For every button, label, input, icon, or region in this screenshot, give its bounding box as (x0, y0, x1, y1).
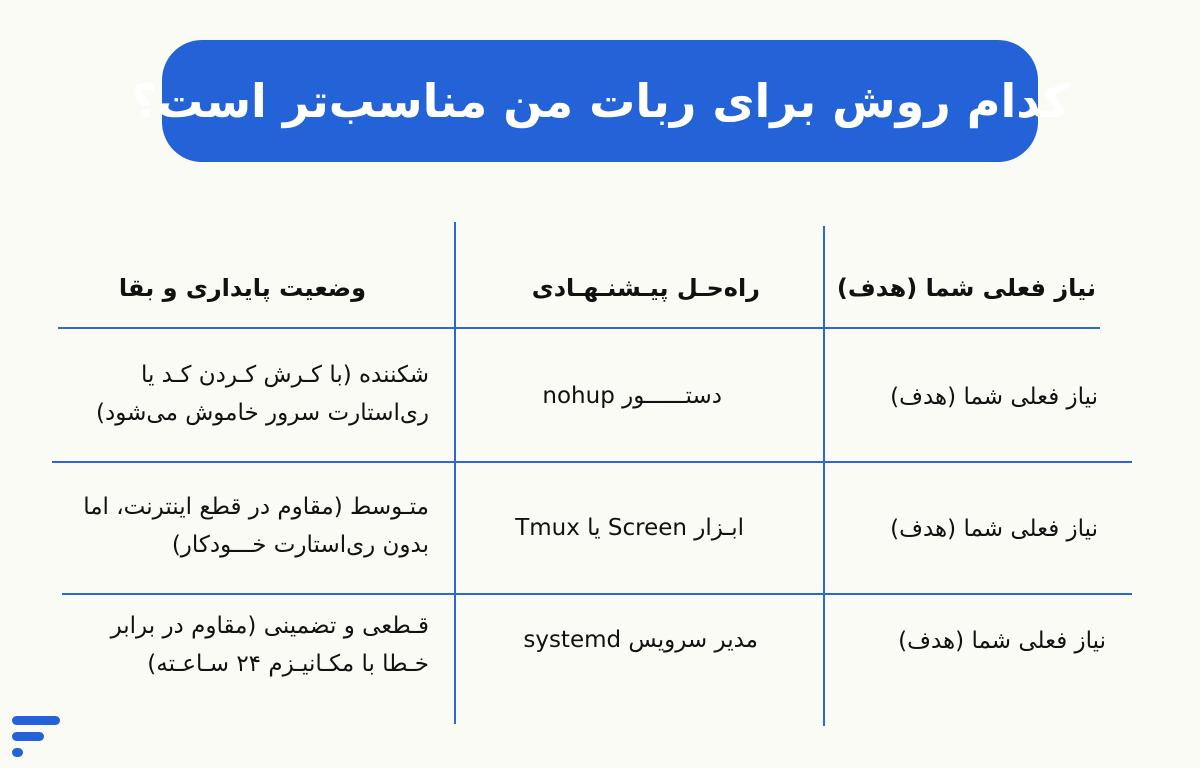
column-divider-left (454, 222, 456, 724)
row-divider-2 (62, 593, 1132, 595)
brand-logo-icon (8, 712, 64, 768)
row-3-solution: مدیر سرویس systemd (523, 627, 758, 653)
row-divider-1 (52, 461, 1132, 463)
row-3-status: قـطعی و تضمینی (مقاوم در برابر خـطا با مکـانیـزم ۲۴ سـاعـته) (110, 613, 429, 677)
row-2-status: متـوسط (مقاوم در قطع اینترنت، اما بدون ری‌استارت خـــودکار) (83, 494, 429, 558)
row-1-need: نیاز فعلی شما (هدف) (890, 384, 1098, 410)
row-2-solution: ابـزار Screen یا Tmux (515, 515, 744, 541)
header-row-divider (58, 327, 1100, 329)
column-divider-right (823, 226, 825, 726)
page-title: کدام روش برای ربات من مناسب‌تر است؟ (130, 74, 1070, 128)
header-status: وضعیت پایداری و بقا (118, 274, 366, 302)
row-1-solution: دستــــــور nohup (542, 383, 722, 409)
row-3-need: نیاز فعلی شما (هدف) (898, 628, 1106, 654)
row-2-need: نیاز فعلی شما (هدف) (890, 516, 1098, 542)
row-1-status: شکننده (با کـرش کـردن کـد یا ری‌استارت سرور خاموش می‌شود) (96, 362, 429, 426)
header-need: نیاز فعلی شما (هدف) (836, 274, 1096, 302)
header-solution: راه‌حـل پیـشنـهـادی (531, 274, 760, 302)
title-banner (130, 40, 1070, 162)
